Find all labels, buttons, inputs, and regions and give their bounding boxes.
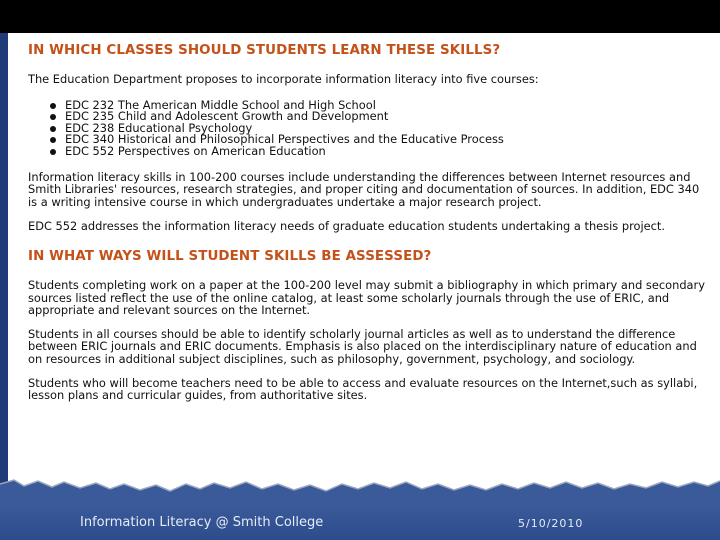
list-item: EDC 235 Child and Adolescent Growth and Development bbox=[65, 111, 708, 123]
footer-bar bbox=[0, 505, 720, 540]
left-edge-stripe bbox=[0, 33, 8, 507]
paragraph-all-courses: Students in all courses should be able to identify scholarly journal articles as well as to understand the difference between ERIC journals and ERIC documents. Emphasis is also placed on the interdisciplinary nature of education and on resources in additional subject disciplines, such as philosophy, government, psychology, and sociology. bbox=[28, 326, 697, 366]
section-heading-classes: IN WHICH CLASSES SHOULD STUDENTS LEARN THESE SKILLS? bbox=[28, 43, 501, 58]
intro-paragraph: The Education Department proposes to incorporate information literacy into five courses: bbox=[28, 72, 539, 86]
bullet-icon bbox=[50, 149, 56, 155]
slide-page bbox=[8, 33, 720, 503]
list-item: EDC 340 Historical and Philosophical Perspectives and the Educative Process bbox=[65, 134, 708, 146]
course-list bbox=[28, 97, 708, 158]
bullet-icon bbox=[50, 126, 56, 132]
footer-date: 5/10/2010 bbox=[518, 517, 584, 530]
slide-content bbox=[28, 43, 708, 402]
list-item: EDC 238 Educational Psychology bbox=[65, 123, 708, 135]
bullet-icon bbox=[50, 114, 56, 120]
bullet-icon bbox=[50, 103, 56, 109]
list-item: EDC 232 The American Middle School and High School bbox=[65, 100, 708, 112]
paragraph-bibliography: Students completing work on a paper at the 100-200 level may submit a bibliography in which primary and secondary sources listed reflect the use of the online catalog, at least some scholarly journals through the use of ERIC, and appropriate and relevant sources on the Internet. bbox=[28, 277, 705, 318]
bullet-icon bbox=[50, 137, 56, 143]
top-black-bar bbox=[0, 0, 720, 33]
paragraph-skills-100-200: Information literacy skills in 100-200 courses include understanding the differences between Internet resources and Smith Libraries' resources, research strategies, and proper citing and documentation of sources. In addition, EDC 340 is a writing intensive course in which undergraduates undertake a major research project. bbox=[28, 169, 700, 209]
section-heading-assessment: IN WHAT WAYS WILL STUDENT SKILLS BE ASSESSED? bbox=[28, 248, 432, 264]
footer-title: Information Literacy @ Smith College bbox=[80, 515, 324, 530]
paragraph-future-teachers: Students who will become teachers need to be able to access and evaluate resources on the Internet,such as syllabi, lesson plans and curricular guides, from authoritative sites. bbox=[28, 375, 698, 403]
paragraph-edc-552: EDC 552 addresses the information literacy needs of graduate education students undertaking a thesis project. bbox=[28, 219, 666, 234]
list-item: EDC 552 Perspectives on American Education bbox=[65, 146, 708, 158]
